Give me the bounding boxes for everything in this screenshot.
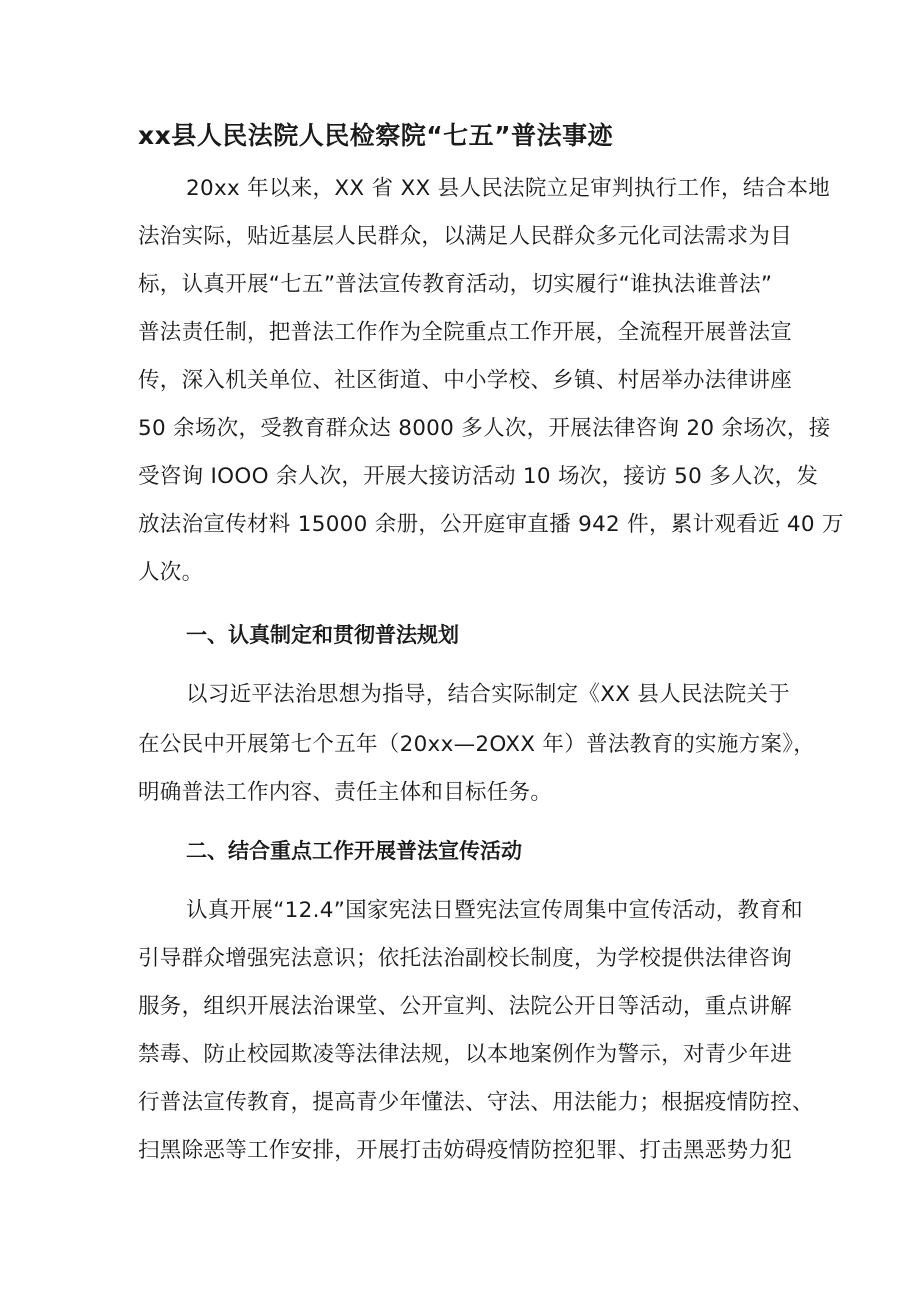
paragraph-line: 禁毒、防止校园欺凌等法律法规，以本地案例作为警示，对青少年进 — [138, 1042, 793, 1067]
section-heading: 一、认真制定和贯彻普法规划 — [186, 623, 459, 647]
paragraph-line: 法治实际，贴近基层人民群众，以满足人民群众多元化司法需求为目 — [138, 224, 793, 249]
paragraph-line: 在公民中开展第七个五年（20xx—2OXX 年）普法教育的实施方案》， — [138, 732, 816, 757]
paragraph-line: 普法责任制，把普法工作作为全院重点工作开展，全流程开展普法宣 — [138, 320, 793, 345]
paragraph-line: 以习近平法治思想为指导，结合实际制定《XX 县人民法院关于 — [186, 682, 790, 707]
paragraph-line: 人次。 — [138, 560, 204, 585]
paragraph-line: 服务，组织开展法治课堂、公开宣判、法院公开日等活动，重点讲解 — [138, 994, 793, 1019]
paragraph-line: 引导群众增强宪法意识；依托法治副校长制度，为学校提供法律咨询 — [138, 946, 793, 971]
document-title: xx县人民法院人民检察院“七五”普法事迹 — [138, 121, 614, 150]
paragraph-line: 20xx 年以来，XX 省 XX 县人民法院立足审判执行工作，结合本地 — [186, 176, 831, 201]
paragraph-line: 传，深入机关单位、社区街道、中小学校、乡镇、村居举办法律讲座 — [138, 368, 793, 393]
paragraph-line: 放法治宣传材料 15000 余册，公开庭审直播 942 件，累计观看近 40 万 — [138, 512, 844, 537]
paragraph-line: 认真开展“12.4”国家宪法日暨宪法宣传周集中宣传活动，教育和 — [186, 898, 803, 923]
paragraph-line: 明确普法工作内容、责任主体和目标任务。 — [138, 780, 553, 805]
paragraph-line: 行普法宣传教育，提高青少年懂法、守法、用法能力；根据疫情防控、 — [138, 1090, 814, 1115]
paragraph-line: 受咨询 IOOO 余人次，开展大接访活动 10 场次，接访 50 多人次，发 — [138, 464, 819, 489]
paragraph-line: 标，认真开展“七五”普法宣传教育活动，切实履行“谁执法谁普法” — [138, 272, 773, 297]
paragraph-line: 扫黑除恶等工作安排，开展打击妨碍疫情防控犯罪、打击黑恶势力犯 — [138, 1138, 793, 1163]
section-heading: 二、结合重点工作开展普法宣传活动 — [186, 839, 522, 863]
paragraph-line: 50 余场次，受教育群众达 8000 多人次，开展法律咨询 20 余场次，接 — [138, 416, 831, 441]
